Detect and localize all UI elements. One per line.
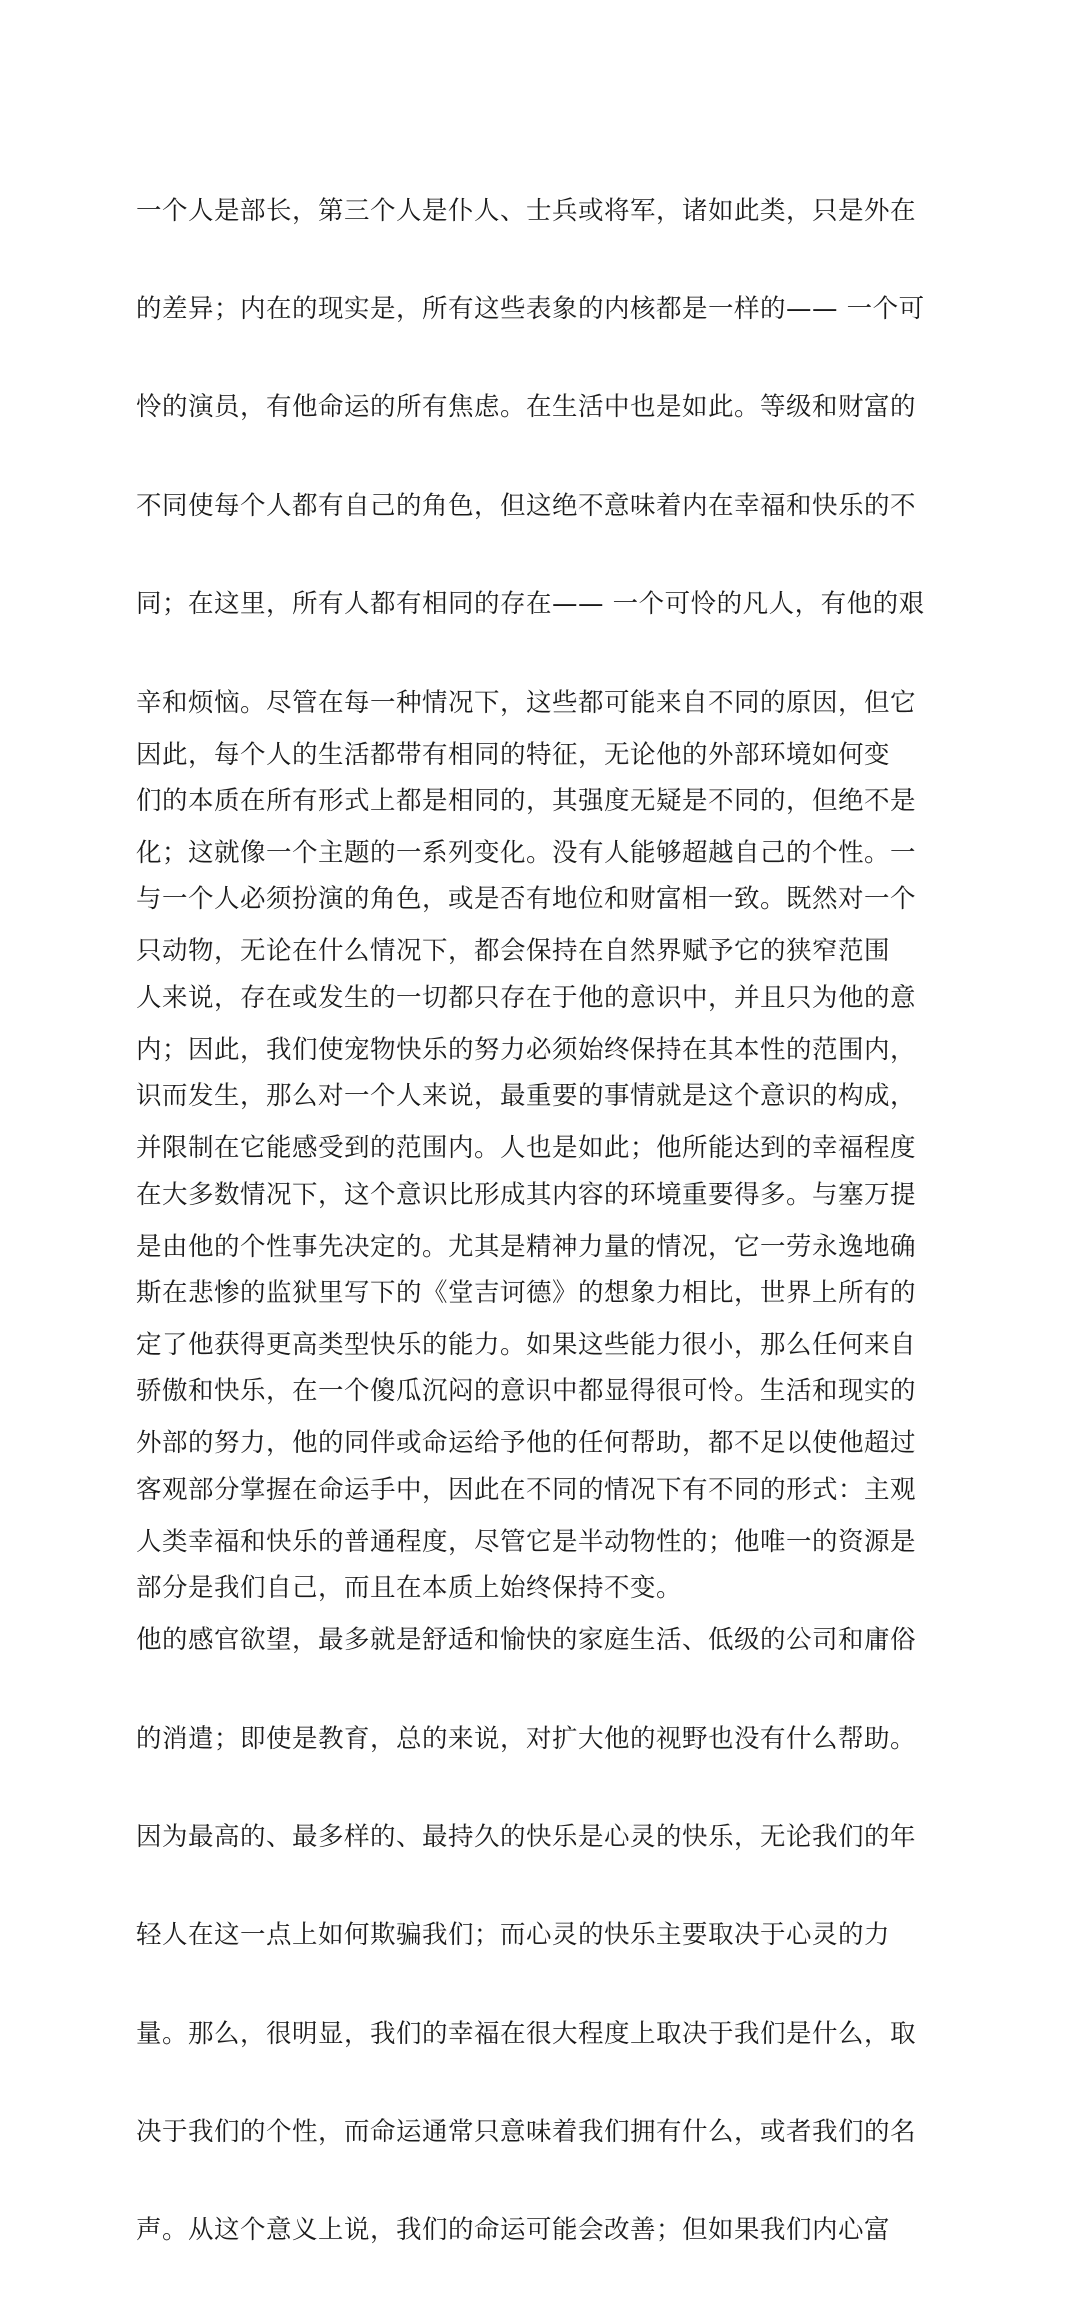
text-line: 与一个人必须扮演的角色，或是否有地位和财富相一致。既然对一个 [136,884,917,915]
text-line: 并限制在它能感受到的范围内。人也是如此；他所能达到的幸福程度 [136,1133,917,1164]
text-line: 他的感官欲望，最多就是舒适和愉快的家庭生活、低级的公司和庸俗 [136,1625,917,1656]
text-line: 外部的努力，他的同伴或命运给予他的任何帮助，都不足以使他超过 [136,1428,917,1459]
text-line: 斯在悲惨的监狱里写下的《堂吉诃德》的想象力相比，世界上所有的 [136,1277,917,1308]
text-line: 识而发生，那么对一个人来说，最重要的事情就是这个意识的构成， [136,1081,917,1112]
paragraph-2 [136,673,946,2313]
text-line: 决于我们的个性，而命运通常只意味着我们拥有什么，或者我们的名 [136,2117,917,2148]
text-line: 量。那么，很明显，我们的幸福在很大程度上取决于我们是什么，取 [136,2018,917,2049]
text-line: 怜的演员，有他命运的所有焦虑。在生活中也是如此。等级和财富的 [136,392,917,423]
text-line: 骄傲和快乐，在一个傻瓜沉闷的意识中都显得很可怜。生活和现实的 [136,1376,917,1407]
text-line: 的消遣；即使是教育，总的来说，对扩大他的视野也没有什么帮助。 [136,1723,917,1754]
text-line: 因为最高的、最多样的、最持久的快乐是心灵的快乐，无论我们的年 [136,1821,917,1852]
text-line: 化；这就像一个主题的一系列变化。没有人能够超越自己的个性。一 [136,837,917,868]
text-line: 因此，每个人的生活都带有相同的特征，无论他的外部环境如何变 [136,739,891,770]
text-line: 人类幸福和快乐的普通程度，尽管它是半动物性的；他唯一的资源是 [136,1526,917,1557]
text-line: 不同使每个人都有自己的角色，但这绝不意味着内在幸福和快乐的不 [136,490,917,521]
text-line: 们的本质在所有形式上都是相同的，其强度无疑是不同的，但绝不是 [136,785,917,816]
text-line: 辛和烦恼。尽管在每一种情况下，这些都可能来自不同的原因，但它 [136,687,917,718]
text-line: 定了他获得更高类型快乐的能力。如果这些能力很小，那么任何来自 [136,1329,917,1360]
text-line: 客观部分掌握在命运手中，因此在不同的情况下有不同的形式：主观 [136,1474,917,1505]
text-line: 内；因此，我们使宠物快乐的努力必须始终保持在其本性的范围内， [136,1034,917,1065]
text-line: 人来说，存在或发生的一切都只存在于他的意识中，并且只为他的意 [136,982,917,1013]
text-line: 一个人是部长，第三个人是仆人、士兵或将军，诸如此类，只是外在 [136,195,917,226]
text-line: 声。从这个意义上说，我们的命运可能会改善；但如果我们内心富 [136,2215,891,2246]
text-line: 部分是我们自己，而且在本质上始终保持不变。 [136,1573,683,1604]
text-line: 轻人在这一点上如何欺骗我们；而心灵的快乐主要取决于心灵的力 [136,1920,891,1951]
text-line: 的差异；内在的现实是，所有这些表象的内核都是一样的—— 一个可 [136,293,925,324]
text-line: 在大多数情况下，这个意识比形成其内容的环境重要得多。与塞万提 [136,1179,917,1210]
text-line: 只动物，无论在什么情况下，都会保持在自然界赋予它的狭窄范围 [136,936,891,967]
text-line: 同；在这里，所有人都有相同的存在—— 一个可怜的凡人，有他的艰 [136,589,925,620]
text-line: 是由他的个性事先决定的。尤其是精神力量的情况，它一劳永逸地确 [136,1231,917,1262]
